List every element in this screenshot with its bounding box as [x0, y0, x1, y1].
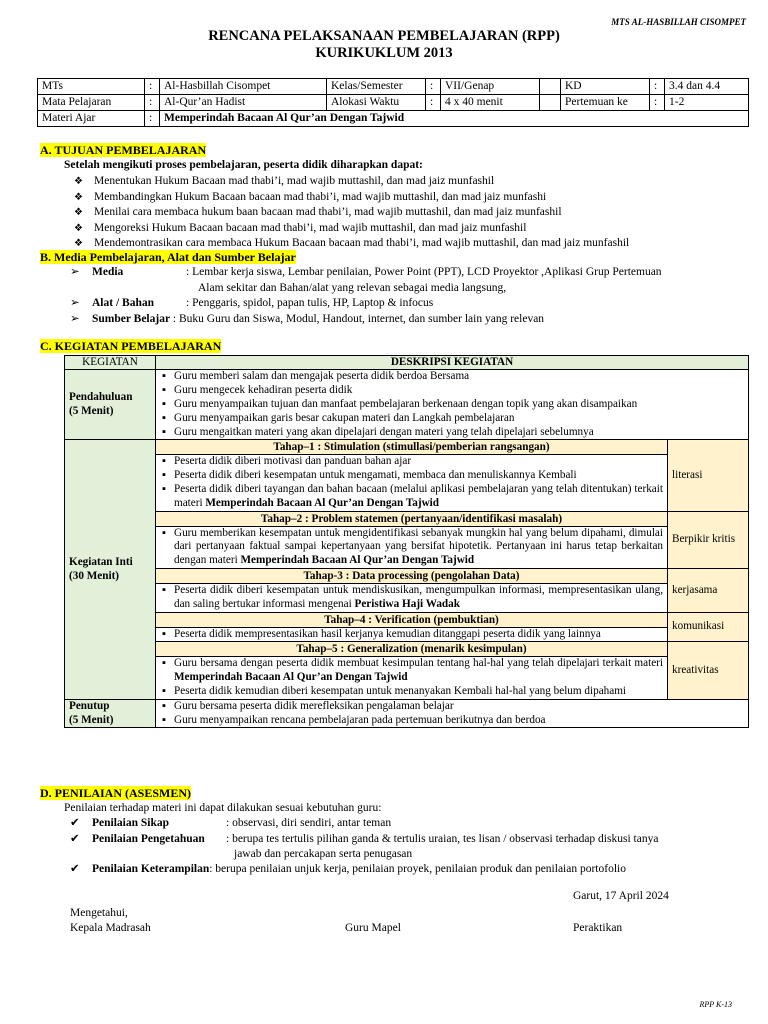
alat-value: : Penggaris, spidol, papan tulis, HP, Laptop & infocus [186, 297, 434, 309]
list-item [160, 584, 663, 612]
col-deskripsi: DESKRIPSI KEGIATAN [156, 356, 749, 370]
info-colon: : [650, 79, 665, 95]
penilaian-block [64, 801, 754, 877]
sumber-item [64, 312, 754, 328]
tahap1-desc [156, 455, 668, 511]
info-empty [540, 79, 561, 95]
penutup-label-1: Penutup [69, 700, 110, 713]
section-b-heading [40, 250, 296, 264]
tahap4-desc [156, 627, 668, 642]
tahap5-side: kreativitas [668, 642, 749, 699]
penutup-label-2: (5 Menit) [69, 713, 114, 726]
info-value: 1-2 [665, 95, 749, 111]
keterampilan-value: : berupa penilaian unjuk kerja, penilaian proyek, penilaian produk dan penilaian portofolio [209, 863, 626, 876]
info-value: Al-Hasbillah Cisompet [160, 79, 327, 95]
item-text: Guru memberikan kesempatan untuk mengidentifikasi sebanyak mungkin hal yang belum dipahami, dimulai dari pertanyaan faktual sampai kepertanyaan yang bersifat hipotetik. Pertanyaan ini harus tetap berkaitan dengan materi [174, 526, 663, 567]
section-a-intro: Setelah mengikuti proses pembelajaran, peserta didik diharapkan dapat: [64, 159, 423, 171]
tahap3-side: kerjasama [668, 569, 749, 613]
list-item [160, 483, 663, 511]
media-value: : Lembar kerja siswa, Lembar penilaian, Power Point (PPT), LCD Proyektor ,Aplikasi Grup Pertemuan [186, 266, 662, 278]
tahap4-title: Tahap–4 : Verification (pembuktian) [156, 612, 668, 627]
tahap5-desc [156, 657, 668, 699]
list-item: ▪ Guru mengecek kehadiran peserta didik [160, 384, 744, 398]
media-row [64, 265, 754, 327]
item-text-bold: Memperindah Bacaan Al Qur’an Dengan Tajwid [240, 554, 475, 567]
section-d-heading [40, 786, 191, 800]
page-title: RENCANA PELAKSANAAN PEMBELAJARAN (RPP) [208, 28, 560, 44]
tahap2-desc [156, 526, 668, 568]
pendahuluan-desc [156, 370, 749, 440]
info-colon: : [145, 95, 160, 111]
section-a-heading [40, 143, 206, 157]
media-item [64, 265, 754, 281]
item-text: Guru bersama dengan peserta didik membuat kesimpulan tentang hal-hal yang telah dipelajari terkait materi [174, 657, 663, 670]
signature-guru: Guru Mapel [345, 922, 401, 934]
item-text-bold: Peristiwa Haji Wadak [354, 597, 460, 610]
tahap3-title: Tahap-3 : Data processing (pengolahan Data) [156, 569, 668, 584]
list-item: ▪ Guru bersama peserta didik merefleksikan pengalaman belajar [160, 700, 744, 714]
alat-label: Alat / Bahan [92, 297, 154, 309]
list-item [160, 657, 663, 685]
item-text: Peserta didik diberi kesempatan untuk mendiskusikan, mengumpulkan informasi, mempresentasikan ulang, dan saling bertukar informasi mengenai [174, 584, 663, 610]
info-materi-value: Memperindah Bacaan Al Qur’an Dengan Tajwid [160, 111, 749, 127]
signature-kepala: Kepala Madrasah [70, 922, 151, 934]
tahap2-title: Tahap–2 : Problem statemen (pertanyaan/identifikasi masalah) [156, 511, 668, 526]
signature-mengetahui: Mengetahui, [70, 907, 128, 919]
list-item: ▪ Peserta didik kemudian diberi kesempatan untuk menanyakan Kembali hal-hal yang belum dipahami [160, 685, 663, 699]
pengetahuan-label: Penilaian Pengetahuan [92, 832, 205, 845]
info-colon: : [650, 95, 665, 111]
section-b-heading-text: B. Media Pembelajaran, Alat dan Sumber Belajar [40, 250, 296, 264]
info-value: 3.4 dan 4.4 [665, 79, 749, 95]
list-item: ▪ Guru menyampaikan tujuan dan manfaat pembelajaran berkenaan dengan topik yang akan disampaikan [160, 398, 744, 412]
item-text-bold: Memperindah Bacaan Al Qur’an Dengan Tajwid [174, 671, 408, 684]
school-header: MTS AL-HASBILLAH CISOMPET [611, 17, 746, 27]
list-item [160, 527, 663, 568]
penutup-label [65, 699, 156, 728]
info-colon: : [145, 79, 160, 95]
info-table [37, 78, 749, 127]
item-text-bold: Memperindah Bacaan Al Qur’an Dengan Tajwid [205, 496, 439, 509]
sikap-value: : observasi, diri sendiri, antar teman [226, 817, 392, 830]
info-value: 4 x 40 menit [441, 95, 540, 111]
info-label: Materi Ajar [38, 111, 145, 127]
list-item: ❖ Menentukan Hukum Bacaan mad thabi’i, mad wajib muttashil, dan mad jaiz munfashil [64, 174, 744, 190]
penilaian-sikap [64, 816, 754, 831]
item-text: Peserta didik diberi tayangan dan bahan bacaan (melalui aplikasi pembelajaran yang telah ditentukan) terkait materi [174, 483, 663, 509]
inti-label [65, 440, 156, 699]
media-label: Media [92, 266, 124, 278]
pengetahuan-value: : berupa tes tertulis pilihan ganda & tertulis uraian, tes lisan / observasi terhadap diskusi tanya [226, 832, 659, 845]
pendahuluan-label-1: Pendahuluan [69, 391, 133, 404]
tahap5-title: Tahap–5 : Generalization (menarik kesimpulan) [156, 642, 668, 657]
info-value: VII/Genap [441, 79, 540, 95]
signature-praktikan: Peraktikan [573, 922, 623, 934]
info-colon: : [426, 79, 441, 95]
list-item: ▪ Guru menyampaikan rencana pembelajaran pada pertemuan berikutnya dan berdoa [160, 714, 744, 728]
info-label: Mata Pelajaran [38, 95, 145, 111]
pendahuluan-label [65, 370, 156, 440]
section-c-heading [40, 339, 221, 353]
list-item: ❖ Mengoreksi Hukum Bacaan bacaan mad thabi’i, mad wajib muttashil, dan mad jaiz munfashil [64, 221, 744, 237]
alat-item [64, 296, 754, 312]
signature-date: Garut, 17 April 2024 [573, 890, 669, 902]
sikap-label: Penilaian Sikap [92, 817, 170, 830]
section-c-heading-text: C. KEGIATAN PEMBELAJARAN [40, 339, 222, 353]
tahap4-side: komunikasi [668, 612, 749, 642]
col-kegiatan: KEGIATAN [65, 356, 156, 370]
info-label: Kelas/Semester [327, 79, 426, 95]
penutup-desc [156, 699, 749, 728]
list-item: ▪ Peserta didik diberi kesempatan untuk mengamati, membaca dan menuliskannya Kembali [160, 469, 663, 483]
page-subtitle: KURIKUKLUM 2013 [315, 45, 453, 61]
page-footer: RPP K-13 [699, 1000, 732, 1009]
pengetahuan-value-cont: jawab dan percakapan serta penugasan [234, 847, 413, 860]
sumber-value: : Buku Guru dan Siswa, Modul, Handout, internet, dan sumber lain yang relevan [172, 312, 545, 325]
info-colon: : [426, 95, 441, 111]
tujuan-list [64, 174, 744, 252]
list-item: ❖ Mendemontrasikan cara membaca Hukum Bacaan bacaan mad thabi’i, mad wajib muttashil, dan mad jaiz munfashil [64, 236, 744, 252]
media-value-cont: Alam sekitar dan Bahan/alat yang relevan sebagai media langsung, [198, 281, 507, 294]
inti-label-2: (30 Menit) [69, 569, 120, 582]
list-item: ❖ Menilai cara membaca hukum baan bacaan mad thabi’i, mad wajib muttashil, dan mad jaiz munfashil [64, 205, 744, 221]
tahap2-side: Berpikir kritis [668, 511, 749, 568]
list-item: ▪ Guru memberi salam dan mengajak peserta didik berdoa Bersama [160, 370, 744, 384]
sumber-label: Sumber Belajar [92, 312, 171, 325]
list-item: ▪ Peserta didik mempresentasikan hasil kerjanya kemudian ditanggapi peserta didik yang lainnya [160, 628, 663, 642]
list-item: ❖ Membandingkan Hukum Bacaan bacaan mad thabi’i, mad wajib muttashil, dan mad jaiz munfashi [64, 190, 744, 206]
penilaian-intro: Penilaian terhadap materi ini dapat dilakukan sesuai kebutuhan guru: [64, 802, 382, 814]
pendahuluan-label-2: (5 Menit) [69, 404, 114, 417]
kegiatan-table [64, 355, 749, 728]
section-d-heading-text: D. PENILAIAN (ASESMEN) [40, 786, 192, 800]
tahap3-desc [156, 584, 668, 613]
info-label: KD [561, 79, 650, 95]
keterampilan-label: Penilaian Keterampilan [92, 863, 210, 876]
section-a-heading-text: A. TUJUAN PEMBELAJARAN [40, 143, 207, 157]
tahap1-title: Tahap–1 : Stimulation (stimullasi/pemberian rangsangan) [156, 440, 668, 455]
penilaian-pengetahuan [64, 832, 754, 847]
info-label: MTs [38, 79, 145, 95]
list-item: ▪ Peserta didik diberi motivasi dan panduan bahan ajar [160, 455, 663, 469]
list-item: ▪ Guru menyampaikan garis besar cakupan materi dan Langkah pembelajaran [160, 412, 744, 426]
tahap1-side: literasi [668, 440, 749, 511]
inti-label-1: Kegiatan Inti [69, 556, 133, 569]
info-value: Al-Qur’an Hadist [160, 95, 327, 111]
penilaian-keterampilan [64, 862, 754, 877]
info-label: Pertemuan ke [561, 95, 650, 111]
info-label: Alokasi Waktu [327, 95, 426, 111]
info-colon: : [145, 111, 160, 127]
list-item: ▪ Guru mengaitkan materi yang akan dipelajari dengan materi yang telah dipelajari sebelumnya [160, 426, 744, 440]
info-empty [540, 95, 561, 111]
